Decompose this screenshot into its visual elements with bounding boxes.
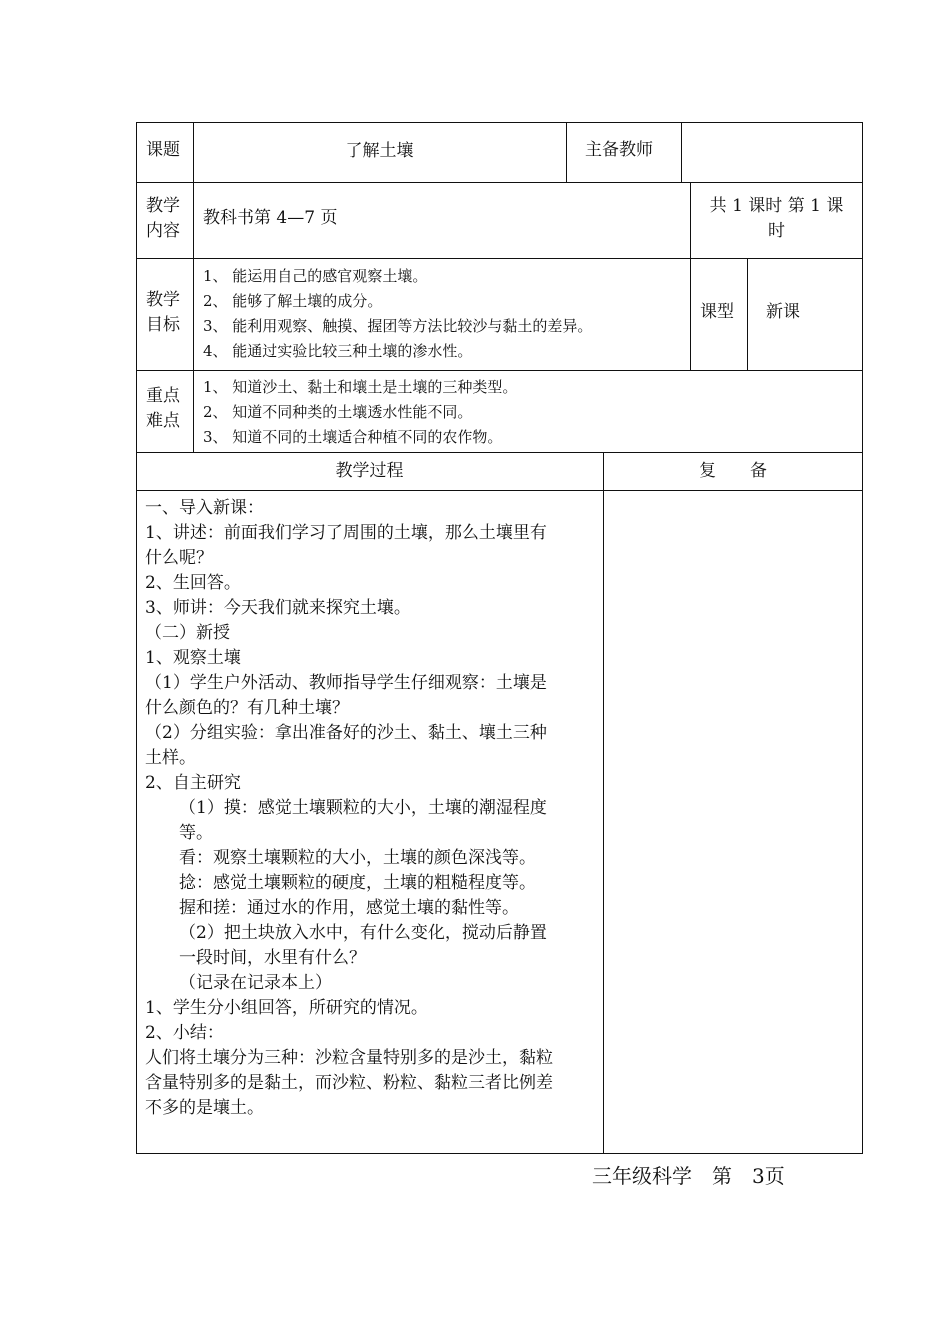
list-item: 等。	[179, 823, 213, 843]
list-item: 人们将土壤分为三种：沙粒含量特别多的是沙土，黏粒	[145, 1048, 553, 1068]
list-item: 3、师讲：今天我们就来探究土壤。	[145, 598, 411, 618]
list-item: 一、导入新课：	[145, 498, 264, 518]
list-item: 2、生回答。	[145, 573, 241, 593]
list-item: 2、小结：	[145, 1023, 224, 1043]
label-lead-teacher: 主备教师	[585, 140, 653, 160]
teaching-goals-list	[203, 264, 592, 364]
list-item: 土样。	[145, 748, 196, 768]
column-divider	[603, 452, 604, 1154]
column-divider	[747, 258, 748, 370]
column-divider	[193, 122, 194, 452]
list-item: 握和搓：通过水的作用，感觉土壤的黏性等。	[179, 898, 519, 918]
teaching-process-body	[145, 496, 600, 1121]
list-item: （1）摸：感觉土壤颗粒的大小，土壤的潮湿程度	[179, 798, 547, 818]
list-item: 一段时间，水里有什么？	[179, 948, 366, 968]
label-lesson-title: 课题	[146, 140, 180, 160]
lesson-type-value: 新课	[766, 302, 800, 322]
review-header: 复 备	[699, 461, 767, 481]
lesson-title: 了解土壤	[345, 141, 414, 161]
list-item: 含量特别多的是黏土，而沙粒、粉粒、黏粒三者比例差	[145, 1073, 553, 1093]
label-lesson-type: 课型	[700, 302, 734, 322]
list-item: （二）新授	[145, 623, 230, 643]
teaching-content: 教科书第 4—7 页	[203, 208, 338, 228]
row-divider	[136, 258, 863, 259]
column-divider	[566, 122, 567, 182]
list-item: 4、 能通过实验比较三种土壤的渗水性。	[203, 342, 473, 360]
list-item: 2、 能够了解土壤的成分。	[203, 292, 383, 310]
row-divider	[136, 182, 863, 183]
list-item: 1、 知道沙土、黏土和壤土是土壤的三种类型。	[203, 378, 518, 396]
page-footer: 三年级科学 第 3页	[592, 1164, 785, 1188]
list-item: （2）分组实验：拿出准备好的沙土、黏土、壤土三种	[145, 723, 547, 743]
list-item: 3、 能利用观察、触摸、握团等方法比较沙与黏土的差异。	[203, 317, 593, 335]
label-key-points: 重点 难点	[146, 386, 180, 431]
column-divider	[681, 122, 682, 182]
key-points-list	[203, 375, 517, 450]
row-divider	[136, 490, 863, 491]
list-item: 看：观察土壤颗粒的大小，土壤的颜色深浅等。	[179, 848, 536, 868]
list-item: 什么呢？	[145, 548, 213, 568]
list-item: 1、讲述：前面我们学习了周围的土壤，那么土壤里有	[145, 523, 547, 543]
list-item: 捻：感觉土壤颗粒的硬度，土壤的粗糙程度等。	[179, 873, 536, 893]
list-item: 1、 能运用自己的感官观察土壤。	[203, 267, 428, 285]
list-item: 什么颜色的？有几种土壤？	[145, 698, 349, 718]
list-item: 2、 知道不同种类的土壤透水性能不同。	[203, 403, 473, 421]
list-item: （2）把土块放入水中，有什么变化，搅动后静置	[179, 923, 547, 943]
teaching-process-header: 教学过程	[335, 461, 404, 481]
label-teaching-content: 教学 内容	[146, 196, 180, 241]
label-teaching-goals: 教学 目标	[146, 290, 180, 335]
row-divider	[136, 452, 863, 453]
list-item: 不多的是壤土。	[145, 1098, 264, 1118]
lesson-hours: 共 1 课时 第 1 课 时	[709, 196, 844, 241]
list-item: 3、 知道不同的土壤适合种植不同的农作物。	[203, 428, 503, 446]
list-item: （1）学生户外活动、教师指导学生仔细观察：土壤是	[145, 673, 547, 693]
list-item: 1、观察土壤	[145, 648, 241, 668]
row-divider	[136, 370, 863, 371]
list-item: 2、自主研究	[145, 773, 241, 793]
list-item: （记录在记录本上）	[179, 973, 332, 993]
list-item: 1、学生分小组回答，所研究的情况。	[145, 998, 428, 1018]
